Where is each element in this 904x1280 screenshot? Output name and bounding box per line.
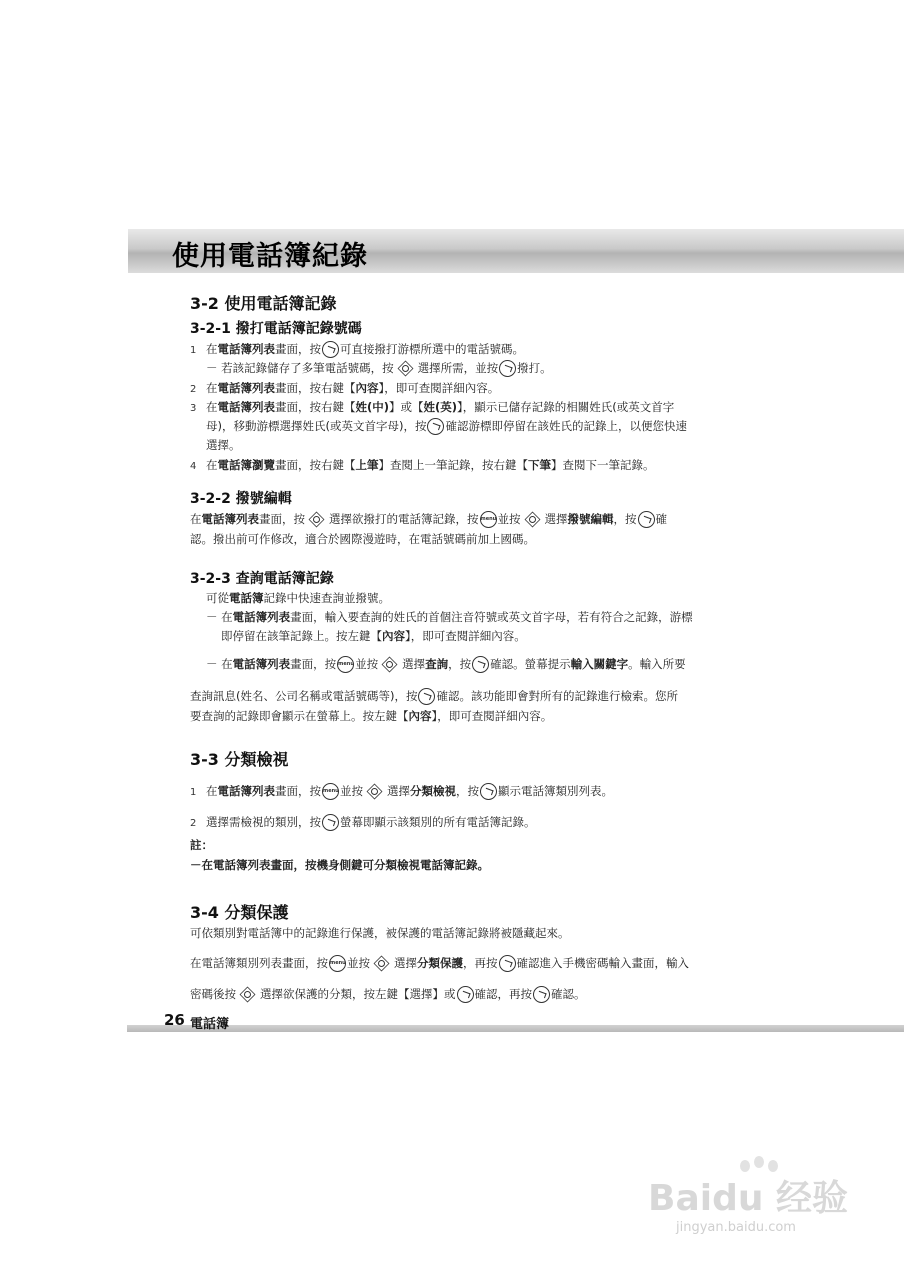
send-key-icon [499, 955, 516, 972]
text: 畫面，按 [259, 512, 305, 526]
text: － 若該記錄儲存了多筆電話號碼，按 [206, 361, 394, 375]
text: 可從 [206, 591, 229, 605]
list-item-3 [190, 398, 674, 418]
text: 選擇 [394, 956, 417, 970]
section-3-2-2-heading: 3-2-2 撥號編輯 [190, 491, 292, 507]
paragraph-3-4-line-3 [190, 985, 586, 1004]
text: 畫面，按 [275, 342, 321, 356]
text: 確認。 [551, 987, 586, 1001]
text: 】，即可查閱詳細內容。 [378, 381, 500, 395]
paragraph-3-2-2-line-1 [190, 510, 667, 529]
text: 】，即可查閱詳細內容。 [431, 709, 553, 723]
dash-item-1 [206, 608, 693, 626]
text: 在 [190, 512, 202, 526]
text: ，按 [456, 784, 479, 798]
text: 在 [206, 458, 218, 472]
text: 電話簿列表 [232, 610, 291, 624]
text: 可直接撥打游標所選中的電話號碼。 [340, 342, 524, 356]
section-3-2-1-heading: 3-2-1 撥打電話簿記錄號碼 [190, 321, 362, 337]
text: 確認，再按 [474, 987, 532, 1001]
text: 撥號編輯 [567, 512, 614, 526]
chapter-title: 使用電話簿紀錄 [172, 241, 368, 272]
text: 上筆 [355, 458, 379, 472]
watermark-logo: Baidu 经验 [648, 1178, 849, 1219]
text: 姓(英) [423, 400, 458, 414]
item-number: 3 [190, 403, 197, 414]
text: 輸入關鍵字 [570, 657, 629, 671]
text: 選擇 [544, 512, 568, 526]
text: － 在 [206, 657, 233, 671]
nav-key-icon [306, 511, 328, 529]
text: 在 [206, 400, 218, 414]
text: 並按 [347, 956, 370, 970]
note-label: 註： [190, 838, 213, 852]
send-key-icon [322, 814, 339, 831]
send-key-icon [427, 418, 444, 435]
list-item-3-line-2 [206, 417, 687, 435]
text: 確認游標即停留在該姓氏的記錄上，以便您快速 [445, 419, 687, 433]
text: 在 [206, 342, 218, 356]
nav-key-icon [395, 360, 417, 378]
menu-key-icon: menu [480, 511, 497, 528]
item-number: 1 [190, 787, 197, 798]
text: 要查詢的記錄即會顯示在螢幕上。按左鍵【 [190, 709, 409, 723]
text: 選擇需檢視的類別，按 [206, 815, 321, 829]
text: 並按 [497, 512, 521, 526]
text: 電話簿列表 [232, 657, 291, 671]
text: 下筆 [528, 458, 551, 472]
list-item-4 [190, 456, 655, 476]
text: 選擇欲保護的分類，按左鍵【選擇】或 [260, 987, 456, 1001]
list-item-2 [190, 379, 499, 399]
text: 畫面，按右鍵【 [275, 400, 356, 414]
text: 畫面，按右鍵【 [275, 381, 356, 395]
item-number: 1 [190, 345, 197, 356]
text: 畫面，按 [290, 657, 337, 671]
menu-key-icon: menu [329, 955, 346, 972]
text: 並按 [340, 784, 363, 798]
text: 即停留在該筆記錄上。按左鍵【 [221, 629, 382, 643]
text: 內容 [382, 629, 405, 643]
item-number: 2 [190, 384, 197, 395]
nav-key-icon [522, 511, 544, 529]
watermark-url: jingyan.baidu.com [676, 1220, 796, 1235]
item-number: 4 [190, 461, 197, 472]
paragraph-3-2-3-intro [206, 589, 390, 607]
text: 查詢訊息(姓名、公司名稱或電話號碼等)，按 [190, 689, 418, 703]
send-key-icon [418, 688, 435, 705]
section-3-2-heading: 3-2 使用電話簿記錄 [190, 294, 337, 313]
text: 密碼後按 [190, 987, 236, 1001]
text: 】查閱上一筆記錄，按右鍵【 [378, 458, 528, 472]
list-subitem [206, 359, 552, 378]
nav-key-icon [379, 656, 401, 674]
text: 】或【 [389, 400, 424, 414]
text: 確認。螢幕提示 [490, 657, 571, 671]
text: 畫面，輸入要查詢的姓氏的首個注音符號或英文首字母，若有符合之記錄，游標 [290, 610, 693, 624]
nav-key-icon [364, 783, 386, 801]
text: 姓(中) [355, 400, 390, 414]
text: 電話簿列表 [217, 784, 275, 798]
text: 確認進入手機密碼輸入畫面，輸入 [516, 956, 689, 970]
text: 內容 [355, 381, 379, 395]
text: 電話簿列表 [217, 342, 275, 356]
page-number: 26 [164, 1011, 185, 1029]
text: 。輸入所要 [628, 657, 686, 671]
text: 選擇所需，並按 [417, 361, 499, 375]
text: 確 [655, 512, 667, 526]
text: 並按 [355, 657, 379, 671]
list-item-3-3-1 [190, 782, 613, 802]
send-key-icon [499, 360, 516, 377]
text: 在 [206, 381, 218, 395]
menu-key-icon: menu [337, 656, 354, 673]
send-key-icon [533, 986, 550, 1003]
text: 內容 [408, 709, 432, 723]
text: 電話簿列表 [217, 400, 275, 414]
list-item-3-3-2 [190, 813, 536, 833]
text: 分類檢視 [410, 784, 456, 798]
send-key-icon [480, 783, 497, 800]
send-key-icon [457, 986, 474, 1003]
text: 電話簿列表 [201, 512, 259, 526]
text: 記錄中快速查詢並撥號。 [263, 591, 390, 605]
text: 畫面，按右鍵【 [275, 458, 356, 472]
text: ，按 [448, 657, 472, 671]
paragraph-3-4-line-2 [190, 954, 689, 973]
section-3-3-heading: 3-3 分類檢視 [190, 750, 289, 769]
text: 分類保護 [417, 956, 463, 970]
watermark [648, 1160, 848, 1250]
send-key-icon [322, 341, 339, 358]
text: 螢幕即顯示該類別的所有電話簿記錄。 [340, 815, 536, 829]
paragraph-3-4-line-1: 可依類別對電話簿中的記錄進行保護，被保護的電話簿記錄將被隱藏起來。 [190, 926, 570, 940]
text: 選擇欲撥打的電話簿記錄，按 [329, 512, 479, 526]
dash-item-1-line-2 [221, 627, 526, 645]
nav-key-icon [371, 955, 393, 973]
text: 電話簿列表 [217, 381, 275, 395]
text: 選擇 [387, 784, 410, 798]
text: 】，顯示已儲存記錄的相關姓氏(或英文首字 [457, 400, 675, 414]
text: 顯示電話簿類別列表。 [498, 784, 613, 798]
menu-key-icon: menu [322, 783, 339, 800]
text: 確認。該功能即會對所有的記錄進行檢索。您所 [436, 689, 678, 703]
text: 】查閱下一筆記錄。 [551, 458, 655, 472]
text: ，按 [613, 512, 637, 526]
text: 在電話簿類別列表畫面，按 [190, 956, 328, 970]
text: － 在 [206, 610, 233, 624]
text: 電話簿瀏覽 [217, 458, 275, 472]
section-3-4-heading: 3-4 分類保護 [190, 903, 289, 922]
paw-icon [754, 1156, 764, 1168]
footer-section-label: 電話簿 [190, 1017, 230, 1032]
send-key-icon [472, 656, 489, 673]
text: 電話簿 [229, 591, 264, 605]
text: 查詢 [425, 657, 449, 671]
text: 撥打。 [517, 361, 552, 375]
section-3-2-3-heading: 3-2-3 查詢電話簿記錄 [190, 571, 334, 587]
note-text: －在電話簿列表畫面，按機身側鍵可分類檢視電話簿記錄。 [190, 858, 489, 872]
paragraph-3-2-2-line-2: 認。撥出前可作修改，適合於國際漫遊時，在電話號碼前加上國碼。 [190, 532, 535, 546]
text: 畫面，按 [275, 784, 321, 798]
text: 母)，移動游標選擇姓氏(或英文首字母)，按 [206, 419, 427, 433]
send-key-icon [638, 511, 655, 528]
nav-key-icon [237, 986, 259, 1004]
text: 】，即可查閱詳細內容。 [405, 629, 526, 643]
text: ，再按 [463, 956, 498, 970]
dash-item-2 [206, 655, 686, 674]
list-item-3-line-3: 選擇。 [206, 438, 241, 452]
list-item-1 [190, 340, 524, 360]
paragraph-3-2-3-line-3 [190, 707, 552, 725]
item-number: 2 [190, 818, 197, 829]
footer-rule [127, 1025, 904, 1032]
text: 選擇 [402, 657, 426, 671]
paragraph-3-2-3-line-2 [190, 687, 678, 705]
text: 在 [206, 784, 218, 798]
